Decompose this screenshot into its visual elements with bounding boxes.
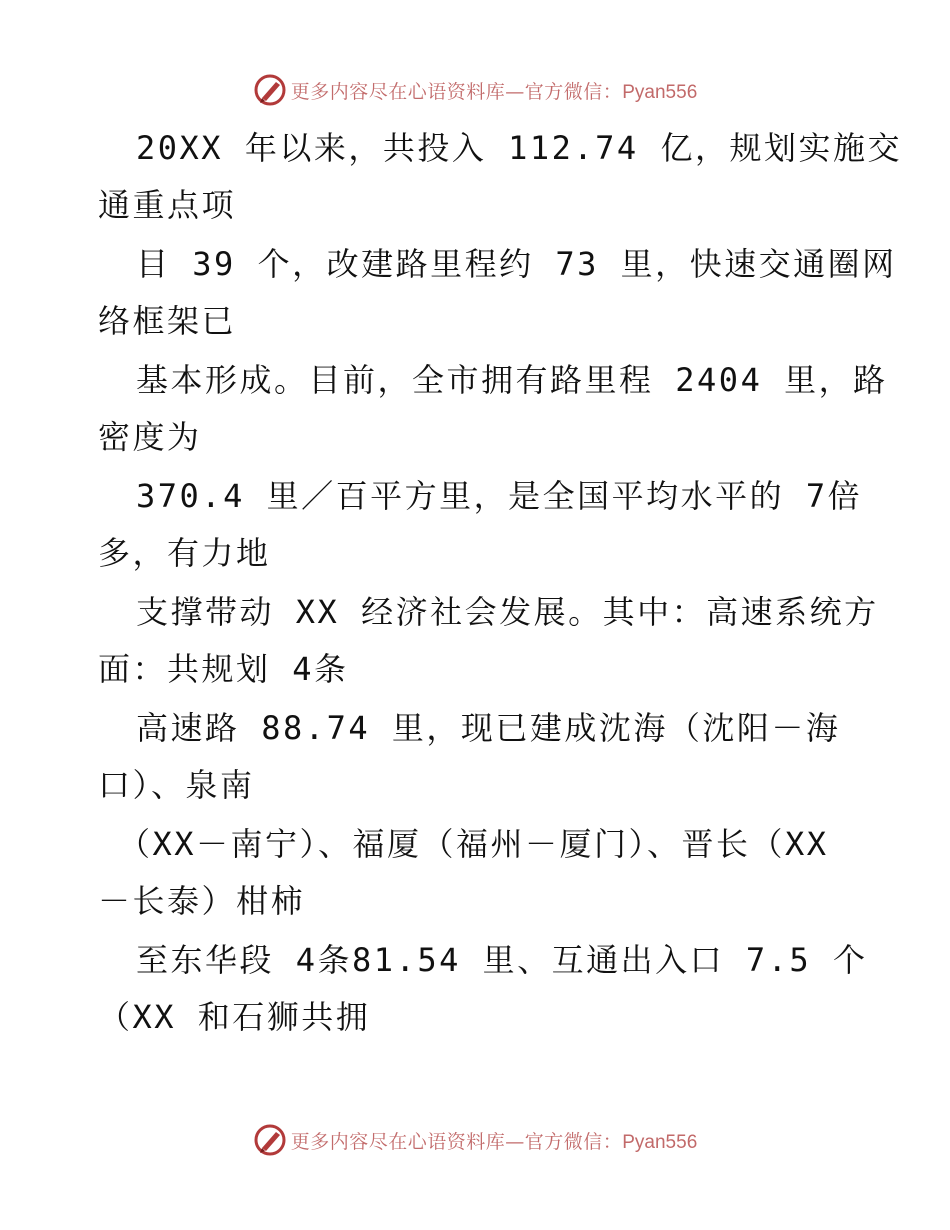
body-line: 370.4 里／百平方里，是全国平均水平的 7倍 xyxy=(136,477,863,515)
body-line: 高速路 88.74 里，现已建成沈海（沈阳－海 xyxy=(136,709,841,747)
header-dash: — xyxy=(505,80,525,103)
body-line: 面：共规划 4条 xyxy=(98,650,349,688)
footer-text xyxy=(291,1127,698,1154)
body-line: 多，有力地 xyxy=(98,534,271,572)
footer-prefix: 更多内容尽在心语资料库 xyxy=(290,1130,506,1153)
body-line: （XX－南宁）、福厦（福州－厦门）、晋长（XX xyxy=(118,825,829,863)
header-wechat-id: Pyan556 xyxy=(622,81,698,103)
header-wechat-label: 官方微信： xyxy=(524,80,623,103)
header-banner xyxy=(0,70,950,110)
pen-logo-icon xyxy=(253,73,287,107)
body-line: 目 39 个，改建路里程约 73 里，快速交通圈网 xyxy=(136,245,897,283)
body-line: （XX 和石狮共拥 xyxy=(98,998,371,1036)
footer-dash: — xyxy=(505,1130,525,1153)
header-prefix: 更多内容尽在心语资料库 xyxy=(290,80,506,103)
pen-logo-icon xyxy=(253,1123,287,1157)
body-line: 密度为 xyxy=(98,418,202,456)
footer-wechat-id: Pyan556 xyxy=(622,1131,698,1153)
header-text xyxy=(291,77,698,104)
footer-wechat-label: 官方微信： xyxy=(524,1130,623,1153)
footer-banner xyxy=(0,1120,950,1160)
body-line: 通重点项 xyxy=(98,186,237,224)
body-line: 支撑带动 XX 经济社会发展。其中：高速系统方 xyxy=(136,593,879,631)
body-line: －长泰）柑柿 xyxy=(98,882,306,920)
body-line: 络框架已 xyxy=(98,302,237,340)
body-line: 基本形成。目前，全市拥有路里程 2404 里，路 xyxy=(136,361,888,399)
body-line: 20XX 年以来，共投入 112.74 亿，规划实施交 xyxy=(136,129,902,167)
body-line: 至东华段 4条81.54 里、互通出入口 7.5 个 xyxy=(136,941,868,979)
body-line: 口）、泉南 xyxy=(98,766,255,804)
